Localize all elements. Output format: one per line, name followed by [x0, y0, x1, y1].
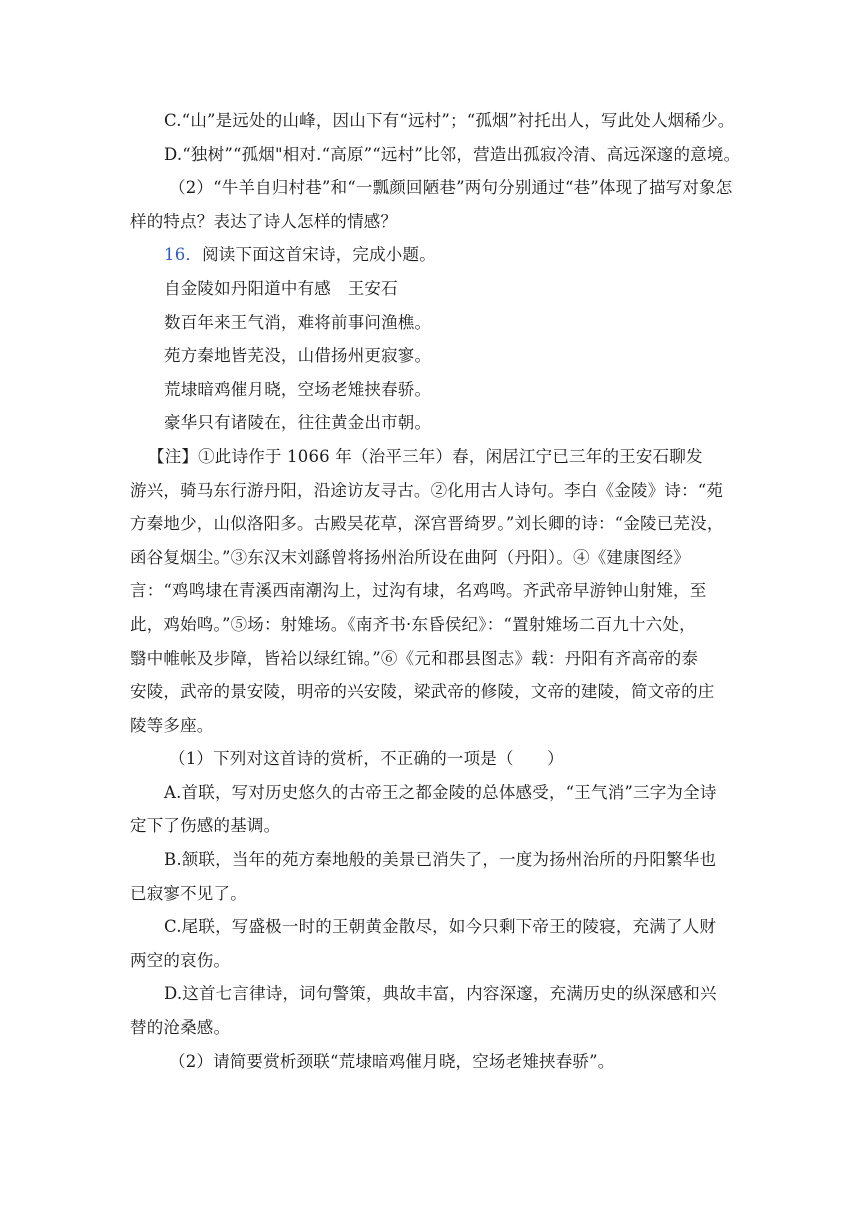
note-line: 翳中帷帐及步障，皆袷以绿红锦。”⑥《元和郡县图志》载：丹阳有齐高帝的泰 [130, 648, 699, 668]
option-d: D.这首七言律诗，词句警策，典故丰富，内容深邃，充满历史的纵深感和兴 [164, 984, 717, 1004]
poem-line-1: 数百年来王气消，难将前事问渔樵。 [164, 312, 432, 332]
question-16 [164, 238, 730, 272]
option-c-prev: C.“山”是远处的山峰，因山下有“远村”；“孤烟”衬托出人，写此处人烟稀少。 [164, 111, 735, 130]
question-16-2: （2）请简要赏析颈联“荒埭暗鸡催月晓，空场老雉挟春骄”。 [169, 1051, 615, 1071]
question-15-2-cont: 样的特点？表达了诗人怎样的情感？ [130, 211, 398, 231]
poem-line-4: 豪华只有诸陵在，往往黄金出市朝。 [164, 413, 432, 433]
question-number: 16． [164, 245, 203, 265]
note-line: 游兴，骑马东行游丹阳，沿途访友寻古。②化用古人诗句。李白《金陵》诗：“苑 [130, 480, 724, 500]
option-a: A.首联，写对历史悠久的古帝王之都金陵的总体感受，“王气消”三字为全诗 [164, 782, 717, 802]
option-c: C.尾联，写盛极一时的王朝黄金散尽，如今只剩下帝王的陵寝，充满了人财 [164, 917, 717, 937]
note-line: 【注】①此诗作于 1066 年（治平三年）春，闲居江宁已三年的王安石聊发 [148, 446, 703, 466]
poem-line-2: 苑方秦地皆芜没，山借扬州更寂寥。 [164, 346, 432, 366]
note-line: 安陵，武帝的景安陵，明帝的兴安陵，梁武帝的修陵，文帝的建陵，简文帝的庄 [130, 682, 715, 702]
note-line: 陵等多座。 [130, 715, 214, 735]
note-line: 此，鸡始鸣。”⑤场：射雉场。《南齐书·东昏侯纪》：“置射雉场二百九十六处， [130, 614, 696, 634]
option-b: B.颔联，当年的苑方秦地般的美景已消失了，一度为扬州治所的丹阳繁华也 [164, 850, 717, 870]
option-a-cont: 定下了伤感的基调。 [130, 816, 281, 836]
option-d-prev: D.“独树”“孤烟"相对.“高原”“远村”比邻，营造出孤寂冷清、高远深邃的意境。 [164, 144, 741, 164]
question-16-1: （1）下列对这首诗的赏析，不正确的一项是（ ） [169, 749, 564, 769]
note-line: 言：“鸡鸣埭在青溪西南潮沟上，过沟有埭，名鸡鸣。齐武帝早游钟山射雉，至 [130, 581, 707, 601]
note-line: 函谷复烟尘。”③东汉末刘繇曾将扬州治所设在曲阿（丹阳）。④《建康图经》 [130, 547, 690, 567]
question-prompt: 阅读下面这首宋诗，完成小题。 [202, 245, 436, 265]
option-d-cont: 替的沧桑感。 [130, 1018, 231, 1038]
poem-title: 自金陵如丹阳道中有感 王安石 [164, 278, 398, 298]
option-b-cont: 已寂寥不见了。 [130, 883, 247, 903]
question-15-2: （2）“牛羊自归村巷”和“一瓢颜回陋巷”两句分别通过“巷”体现了描写对象怎 [169, 178, 733, 198]
poem-line-3: 荒埭暗鸡催月晓，空场老雉挟春骄。 [164, 379, 432, 399]
option-c-cont: 两空的哀伤。 [130, 950, 231, 970]
note-line: 方秦地少，山似洛阳多。古殿吴花草，深宫晋绮罗。”刘长卿的诗：“金陵已芜没， [130, 514, 724, 534]
